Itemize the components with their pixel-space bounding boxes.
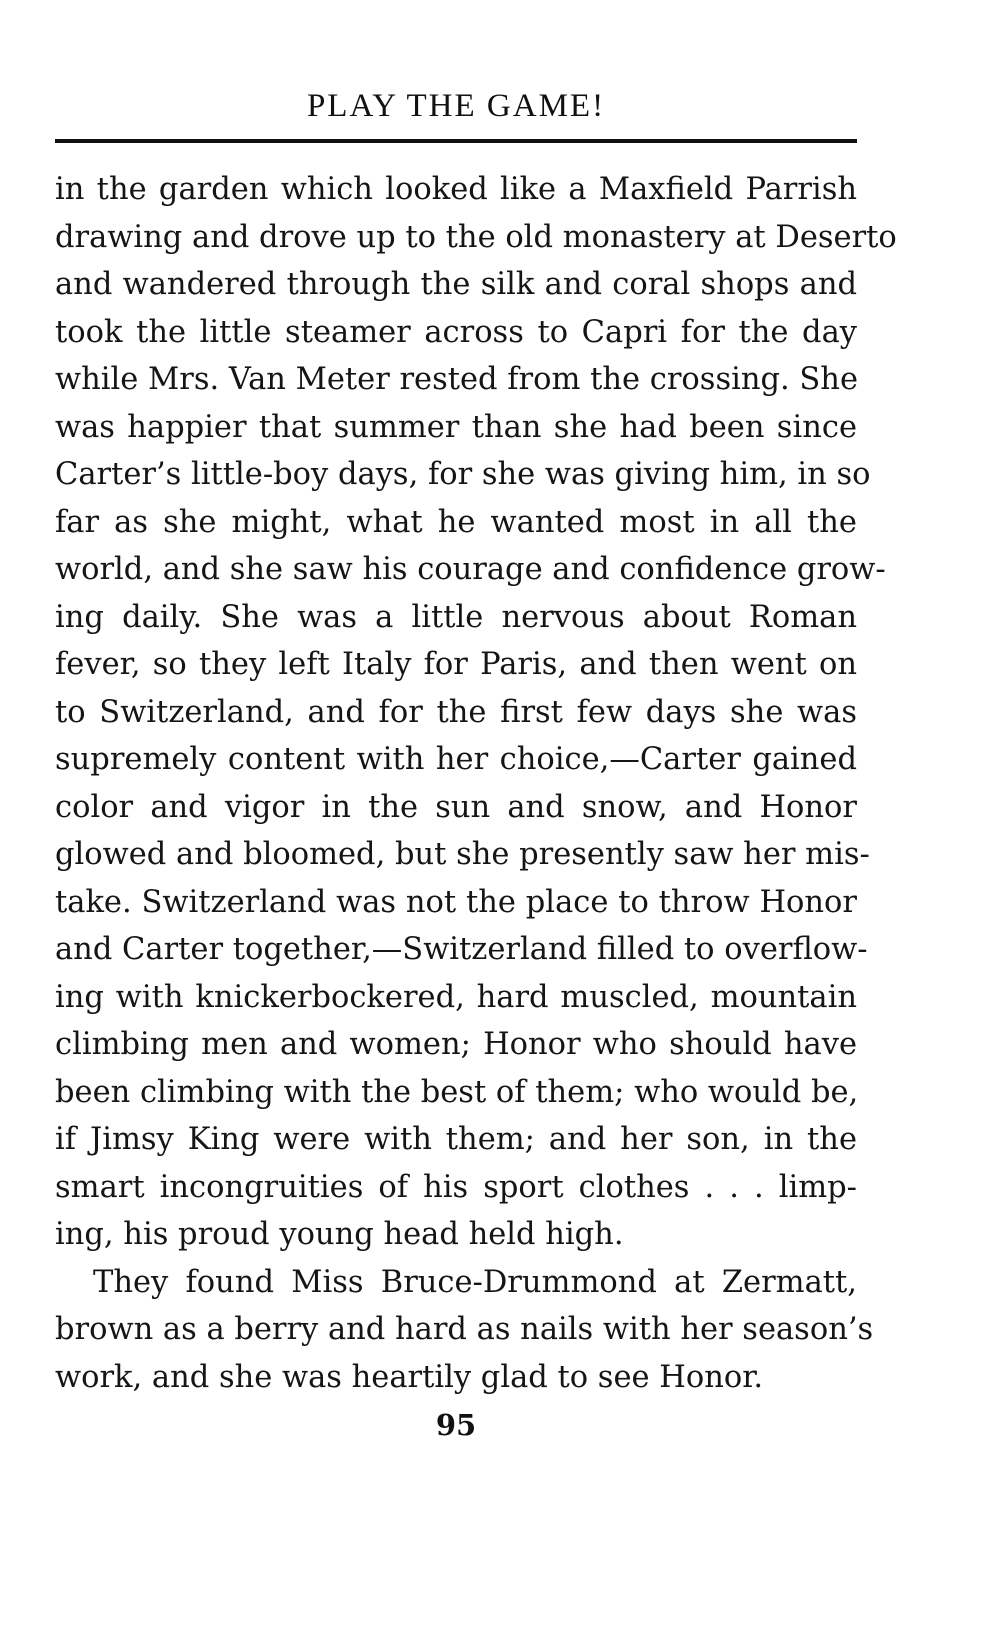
text-line: to Switzerland, and for the first few days she was <box>55 694 857 730</box>
text-line: climbing men and women; Honor who should have <box>55 1027 857 1062</box>
text-line: smart incongruities of his sport clothes . . . limp- <box>55 1169 857 1205</box>
paragraph-1 <box>55 166 897 1259</box>
text-line: ing, his proud young head held high. <box>55 1217 624 1252</box>
text-line: supremely content with her choice,—Carter gained <box>55 742 857 777</box>
text-line: fever, so they left Italy for Paris, and then went on <box>55 647 857 682</box>
text-line: world, and she saw his courage and confidence grow- <box>55 552 886 587</box>
text-line: and Carter together,—Switzerland filled to overflow- <box>55 932 868 967</box>
text-line: glowed and bloomed, but she presently saw her mis- <box>55 837 870 872</box>
text-line: if Jimsy King were with them; and her son, in the <box>55 1122 857 1157</box>
paragraph-2 <box>55 1259 874 1402</box>
text-line: took the little steamer across to Capri for the day <box>55 314 857 350</box>
text-line: and wandered through the silk and coral shops and <box>55 267 857 302</box>
text-line: far as she might, what he wanted most in all the <box>55 504 857 540</box>
text-line: drawing and drove up to the old monastery at Deserto <box>55 219 897 255</box>
text-line: brown as a berry and hard as nails with her season’s <box>55 1312 874 1347</box>
page-number: 95 <box>435 1408 477 1442</box>
text-line: Carter’s little-boy days, for she was giving him, in so <box>55 457 871 492</box>
text-line: work, and she was heartily glad to see Honor. <box>55 1359 764 1395</box>
text-line: while Mrs. Van Meter rested from the crossing. She <box>55 362 858 397</box>
text-line: been climbing with the best of them; who would be, <box>55 1074 859 1110</box>
text-line: take. Switzerland was not the place to throw Honor <box>55 884 857 920</box>
text-line: ing with knickerbockered, hard muscled, mountain <box>55 979 857 1015</box>
text-line: ing daily. She was a little nervous about Roman <box>55 599 857 635</box>
running-head: PLAY THE GAME! <box>306 88 606 124</box>
text-line: color and vigor in the sun and snow, and Honor <box>55 789 857 825</box>
body-text <box>55 166 897 1401</box>
text-line: in the garden which looked like a Maxfield Parrish <box>55 172 857 207</box>
text-line: They found Miss Bruce-Drummond at Zermatt, <box>93 1264 857 1300</box>
text-line: was happier that summer than she had been since <box>55 409 857 445</box>
header-rule <box>55 139 857 143</box>
